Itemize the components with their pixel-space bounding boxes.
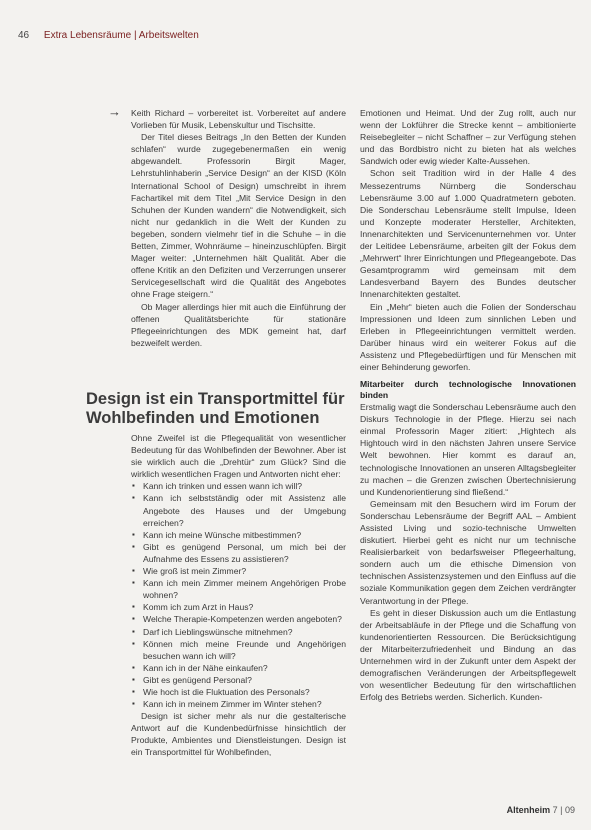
- section-heading: Design ist ein Transportmittel für Wohlbefinden und Emotionen: [86, 390, 345, 427]
- paragraph: Ohne Zweifel ist die Pflegequalität von wesentlicher Bedeutung für das Wohlbefinden der Bewohner. Aber ist sie wirklich auch die „Drehtür“ zum Glück? Sind die wirklich wesentlichen Fragen und Antworten nicht eher:: [131, 433, 346, 480]
- paragraph: Es geht in dieser Diskussion auch um die Entlastung der Arbeitsabläufe in der Pflege und die Schaffung von kundenorientierten Ressourcen. Die Berücksichtigung der Mitarbeiterzufriedenheit und Bindung an das Unternehmen wird in der Zukunft unter dem Aspekt der demografischen Veränderungen der Arbeitspflegewelt von wesentlicher Bedeutung für den wirtschaftlichen Erfolg des Betriebs werden. Sicherlich. Kunden-: [360, 607, 576, 703]
- left-column-lower: [131, 432, 346, 759]
- page-number: 46: [18, 30, 30, 41]
- continuation-arrow-icon: →: [108, 104, 121, 119]
- paragraph: Emotionen und Heimat. Und der Zug rollt, auch nur wenn der Lokführer die Strecke kennt – ambitionierte Reisebegleiter – nicht Schaffner – zur Verfügung stehen und das Bordbistro nicht zu bieten hat als welches Sandwich oder ewig wieder Kalte-Aussehen.: [360, 108, 576, 167]
- list-item: ▪ Kann ich in meinem Zimmer im Winter stehen?: [143, 698, 346, 710]
- list-item: ▪ Wie hoch ist die Fluktuation des Personals?: [143, 686, 346, 698]
- issue-number: 7 | 09: [552, 805, 575, 815]
- list-item: ▪ Darf ich Lieblingswünsche mitnehmen?: [143, 626, 346, 638]
- list-item: ▪ Welche Therapie-Kompetenzen werden angeboten?: [143, 613, 346, 625]
- question-list: [131, 480, 346, 710]
- section-title: Extra Lebensräume | Arbeitswelten: [43, 30, 199, 41]
- list-item: ▪ Kann ich mein Zimmer meinem Angehörigen Probe wohnen?: [143, 577, 346, 601]
- paragraph: Keith Richard – vorbereitet ist. Vorbereitet auf andere Vorlieben für Musik, Lebenskultur und Tischsitte.: [131, 108, 346, 131]
- paragraph: Der Titel dieses Beitrags „In den Betten der Kunden schlafen“ wurde zugegebenermaßen ein wenig abgewandelt. Professorin Birgit Mager, Lehrstuhlinhaberin „Service Design“ an der KISD (Köln International School of Design) umschreibt in ihrem Fachartikel mit dem Titel „Mit Service Design in den Schuhen der Kunden wandern“ die Notwendigkeit, sich nicht nur gedanklich in die Welt der Kunden zu begeben, sondern vielmehr tief in die Schuhe – in die Betten, Zimmer, Wohnräume – hineinzuschlüpfen. Birgit Mager weiter: „Unternehmen hält Qualität. Aber die offene Kritik an den Defiziten und Verzerrungen unserer Servicegesellschaft wird die Qualität des Angebotes ohne Frage steigern.“: [131, 132, 346, 300]
- paragraph: Erstmalig wagt die Sonderschau Lebensräume auch den Diskurs Technologie in der Pflege. Hierzu sei nach einmal Professorin Mager zitiert: „Hightech als Hightouch wird in den nächsten Jahren unsere Service Welt bewohnen. Hier kommt es darauf an, technologische Innovationen an unseren Alltagsbegleiter zu machen – die Grenzen zwischen Übertechnisierung und Kundenorientierung sind fließend.“: [360, 402, 576, 497]
- subheading: Mitarbeiter durch technologische Innovationen binden: [360, 379, 576, 401]
- page-header: [18, 30, 199, 41]
- paragraph: Gemeinsam mit den Besuchern wird im Forum der Sonderschau Lebensräume der Begriff AAL – Ambient Assisted Living und sozio-technische Umwelten diskutiert. Hierbei geht es nicht nur um technische Realisierbarkeit von bedarfsweiser Pflegeerhaltung, sondern auch um die ethische Dimension von technischen Assistenzsystemen und den Einfluss auf die soziale Kommunikation gegen dem Zeichen verdrängter Verantwortung in der Pflege.: [360, 498, 576, 606]
- paragraph: Ein „Mehr“ bieten auch die Folien der Sonderschau Impressionen und Ideen zum sinnlichen Leben und Erleben in Pflegeeinrichtungen vermittelt werden. Darüber hinaus wird ein weiterer Fokus auf die Assistenz und Pflegebedürftigen und für Menschen mit einer Behinderung geworfen.: [360, 301, 576, 372]
- list-item: ▪ Können mich meine Freunde und Angehörigen besuchen wann ich will?: [143, 638, 346, 662]
- magazine-name: Altenheim: [506, 805, 551, 815]
- paragraph: Ob Mager allerdings hier mit auch die Einführung der offenen Qualitätsberichte für stationäre Pflegeeinrichtungen des MDK gemeint hat, darf bezweifelt werden.: [131, 301, 346, 348]
- right-column: [360, 107, 576, 703]
- list-item: ▪ Gibt es genügend Personal, um mich bei der Aufnahme des Essens zu assistieren?: [143, 541, 346, 565]
- list-item: ▪ Kann ich trinken und essen wann ich will?: [143, 480, 346, 492]
- paragraph: Design ist sicher mehr als nur die gestalterische Antwort auf die Kundenbedürfnisse hinsichtlich der Produkte, Ambientes und Dienstleistungen. Design ist ein Transportmittel für Wohlbefinden,: [131, 711, 346, 758]
- list-item: ▪ Wie groß ist mein Zimmer?: [143, 565, 346, 577]
- list-item: ▪ Kann ich selbstständig oder mit Assistenz alle Angebote des Hauses und der Umgebung erreichen?: [143, 492, 346, 528]
- list-item: ▪ Komm ich zum Arzt in Haus?: [143, 601, 346, 613]
- list-item: ▪ Gibt es genügend Personal?: [143, 674, 346, 686]
- list-item: ▪ Kann ich meine Wünsche mitbestimmen?: [143, 529, 346, 541]
- left-column: [131, 107, 346, 349]
- page-footer: [507, 805, 575, 815]
- paragraph: Schon seit Tradition wird in der Halle 4 des Messezentrums Nürnberg die Sonderschau Lebensräume 3.00 auf 1.000 Quadratmetern geboten. Die Sonderschau Lebensräume stellt Impulse, Ideen und Konzepte moderater Hersteller, Architekten, Innenarchitekten und Servicenunternehmen vor. Unter der Leitidee Lebensräume, arbeiten gilt der Fokus dem „Mehrwert“ Ihrer Einrichtungen und Pflegeangebote. Das Gesamtprogramm wird gemeinsam mit dem Landesverband Bayern des Bundes deutscher Innenarchitekten gestaltet.: [360, 168, 576, 300]
- list-item: ▪ Kann ich in der Nähe einkaufen?: [143, 662, 346, 674]
